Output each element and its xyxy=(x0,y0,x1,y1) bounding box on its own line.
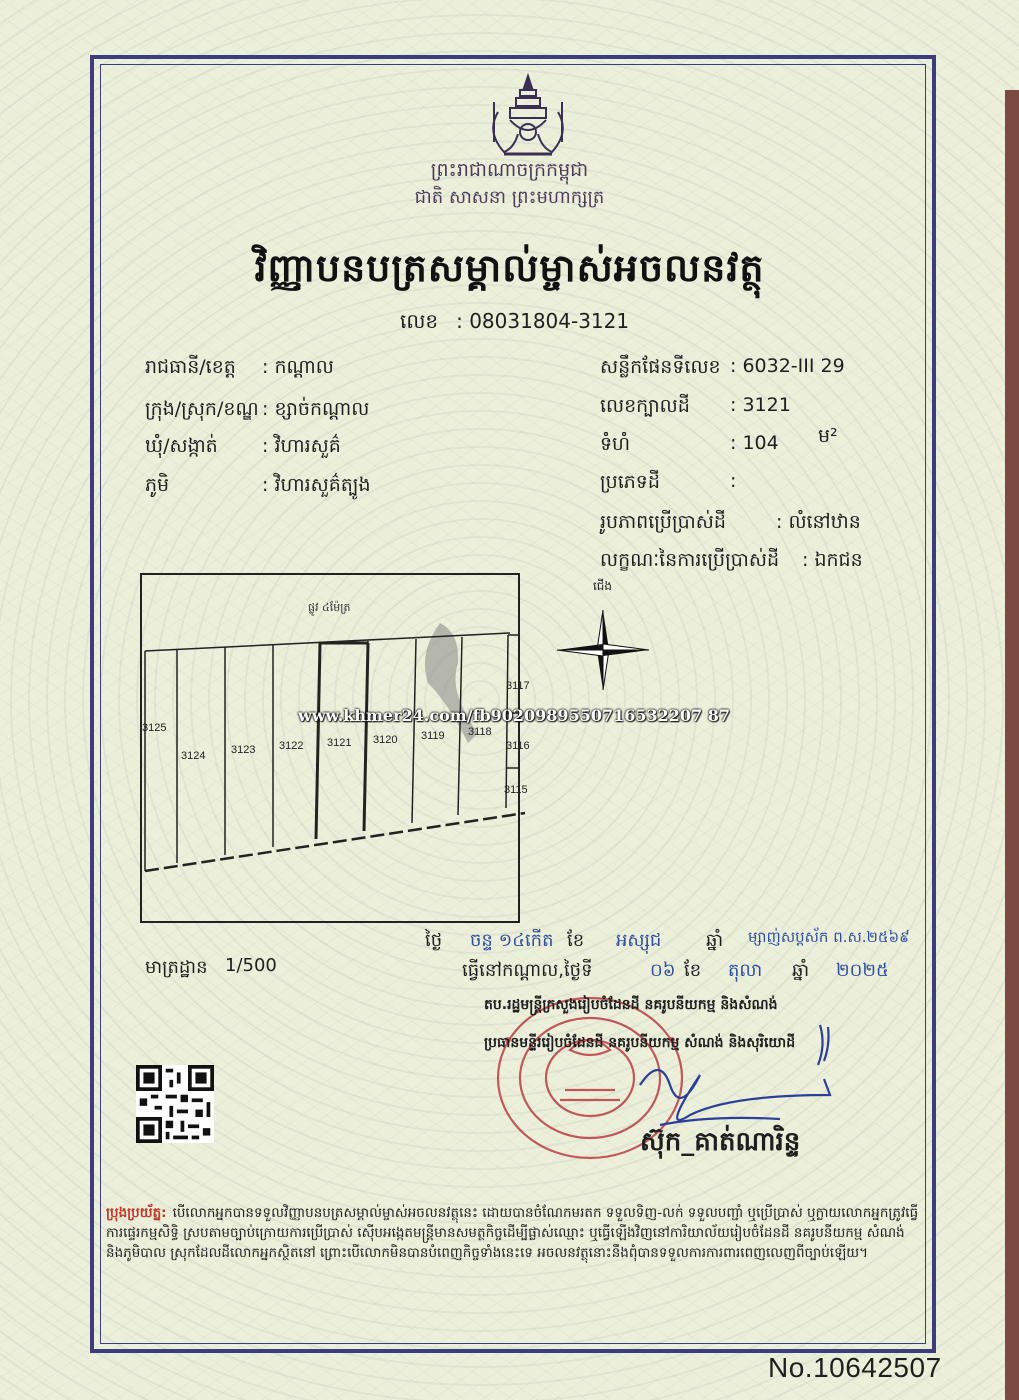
province-label: រាជធានី/ខេត្ត xyxy=(145,356,236,378)
royal-emblem-icon xyxy=(480,72,576,164)
lunar-year-label: ឆ្នាំ xyxy=(706,930,724,951)
kingdom-heading: ព្រះរាជាណាចក្រកម្ពុជា xyxy=(430,159,589,181)
parcel-label: 3118 xyxy=(468,726,492,738)
lunar-month-value: អស្សុជ xyxy=(616,930,662,951)
issued-place-label: ធ្វើនៅកណ្ដាល,ថ្ងៃទី xyxy=(462,960,593,981)
parcel-label: 3119 xyxy=(421,730,445,742)
land-use-label: រូបភាពប្រើប្រាស់ដី xyxy=(600,511,726,533)
use-nature-label: លក្ខណៈនៃការប្រើប្រាស់ដី xyxy=(600,549,780,571)
north-arrow-icon xyxy=(555,568,655,718)
issued-day: ០៦ xyxy=(650,960,676,981)
map-background-shape xyxy=(425,623,478,743)
serial-number: No.10642507 xyxy=(768,1352,942,1383)
issued-year: ២០២៥ xyxy=(836,960,889,981)
signatory-title-line1: តប.រដ្ឋមន្ត្រីក្រសួងរៀបចំដែនដី នគរូបនីយកម្ម និងសំណង់ xyxy=(484,997,778,1013)
scale-value: 1/500 xyxy=(225,955,277,976)
land-type-label: ប្រភេទដី xyxy=(600,471,660,493)
map-sheet-value: : 6032-III 29 xyxy=(730,355,845,377)
village-value: : វិហារសួគ៌ត្បូង xyxy=(262,474,371,496)
parcel-label: 3121 xyxy=(327,737,352,749)
notice-text: បើលោកអ្នកបានទទួលវិញ្ញាបនបត្រសម្គាល់ម្ចាស់អចលនវត្ថុនេះ ដោយបានចំណែកមរតក ទទួលទិញ-លក់ ទទួលបញ្ជាំ ឬប្រើប្រាស់ ឬក្លាយលោកអ្នកត្រូវធ្វើការផ្ទេរកម្មសិទ្ធិ ស្របតាមច្បាប់ក្រោយការប្រើប្រាស់ ស៊ើបអង្កេតមន្ត្រីមានសមត្ថកិច្ចដើម្បីផ្លាស់ឈ្មោះ ឬធ្វើឡើងវិញនៅការិយាល័យរៀបចំដែនដី នគរូបនីយកម្ម សំណង់ និងភូមិបាល ស្រុកដែលដីលោកអ្នកស្ថិតនៅ ព្រោះបើលោកមិនបានបំពេញកិច្ចទាំងនេះទេ អចលនវត្ថុនោះនឹងពុំបានទទួលការការពារពេញលេញពីច្បាប់ឡើយ។ xyxy=(106,1205,919,1261)
lunar-day-value: ចន្ទ ១៤កើត xyxy=(470,930,554,951)
issued-month-label: ខែ xyxy=(684,960,702,981)
cadastral-map xyxy=(140,573,530,923)
parcel-number-label: លេខក្បាលដី xyxy=(600,395,690,417)
area-label: ទំហំ xyxy=(600,433,631,455)
parcel-label: 3122 xyxy=(279,740,304,752)
north-label: ជើង xyxy=(593,579,613,593)
certificate-number xyxy=(400,308,629,338)
parcel-label: 3116 xyxy=(506,740,530,752)
lunar-month-label: ខែ xyxy=(567,930,585,951)
lunar-day-label: ថ្ងៃ xyxy=(425,930,443,951)
rear-boundary-line xyxy=(145,813,525,871)
notice-label: ប្រុងប្រយ័ត្ន: xyxy=(106,1205,167,1221)
national-motto: ជាតិ សាសនា ព្រះមហាក្សត្រ xyxy=(414,187,605,208)
area-unit: ម² xyxy=(818,425,838,447)
signatory-title-line2: ប្រធានមន្ទីររៀបចំដែនដី នគរូបនីយកម្ម សំណង់ និងសុរិយោដី xyxy=(484,1035,796,1051)
parcel-label: 3124 xyxy=(181,750,206,762)
land-type-value: : xyxy=(730,470,737,492)
village-label: ភូមិ xyxy=(145,474,170,496)
parcel-number-value: : 3121 xyxy=(730,394,791,416)
district-value: : ខ្សាច់កណ្ដាល xyxy=(262,398,370,420)
province-value: : កណ្ដាល xyxy=(262,356,334,378)
parcel-label: 3115 xyxy=(504,784,528,796)
qr-code xyxy=(136,1065,214,1143)
map-sheet-label: សន្លឹកផែនទីលេខ xyxy=(600,356,721,378)
use-nature-value: : ឯកជន xyxy=(802,549,863,571)
signature-icon xyxy=(620,1015,850,1135)
parcel-label: 3117 xyxy=(506,680,530,692)
signatory-name: ស៊ុក_គាត់ណារិន្ទ xyxy=(640,1127,801,1157)
issued-year-label: ឆ្នាំ xyxy=(792,960,810,981)
commune-label: ឃុំ/សង្កាត់ xyxy=(145,435,218,457)
parcel-label: 3123 xyxy=(231,744,256,756)
district-label: ក្រុង/ស្រុក/ខណ្ឌ xyxy=(145,398,259,420)
watermark-text: www.khmer24.com/fb9020989550716532207 87 xyxy=(298,706,730,725)
commune-value: : វិហារសួគ៌ xyxy=(262,435,341,457)
parcel-label: 3120 xyxy=(373,734,398,746)
number-label: លេខ xyxy=(400,309,439,333)
road-label: ផ្លូវ ៤ម៉ែត្រ xyxy=(308,601,351,614)
scale-label: មាត្រដ្ឋាន xyxy=(145,957,208,978)
warning-notice xyxy=(106,1203,920,1263)
issued-month: តុលា xyxy=(728,960,763,981)
number-value: : 08031804-3121 xyxy=(456,309,630,333)
land-use-value: : លំនៅឋាន xyxy=(776,511,861,533)
lunar-year-value: ម្សាញ់សប្តស័ក ព.ស.២៥៦៩ xyxy=(748,928,910,946)
parcel-label: 3125 xyxy=(142,722,167,734)
certificate-title: វិញ្ញាបនបត្រសម្គាល់ម្ចាស់អចលនវត្ថុ xyxy=(254,246,765,290)
area-value: : 104 xyxy=(730,432,779,454)
